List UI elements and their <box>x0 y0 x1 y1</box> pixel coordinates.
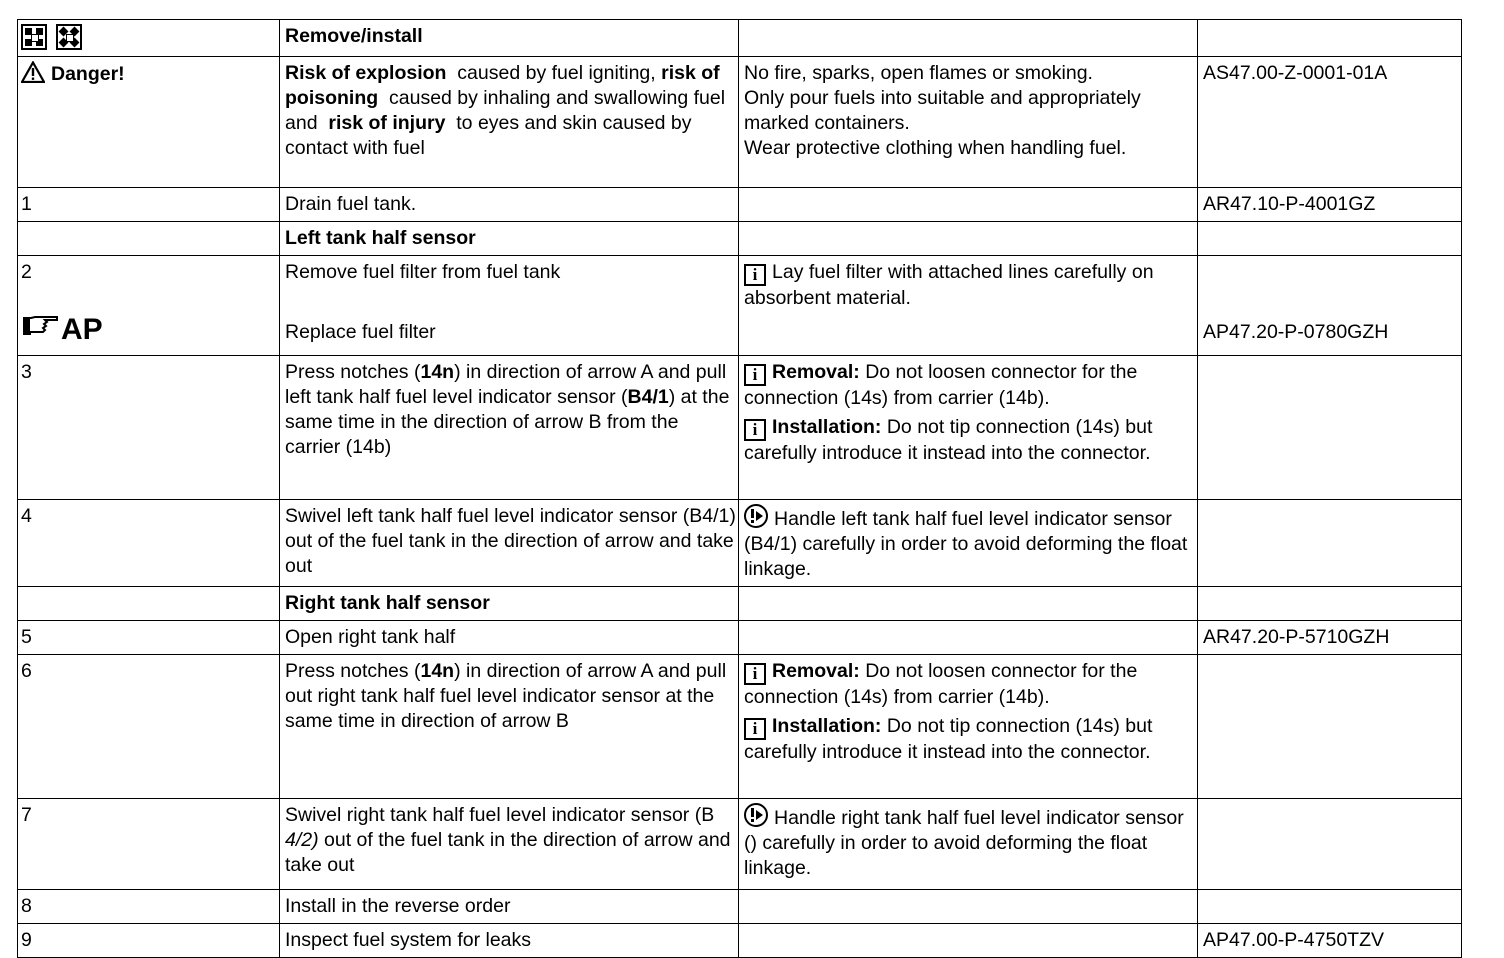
remove-icon <box>21 24 47 50</box>
step-ref: AP47.00-P-4750TZV <box>1198 924 1462 958</box>
step-ref: AP47.20-P-0780GZH <box>1203 321 1389 343</box>
step-text: Press notches (14n) in direction of arrow A and pull out right tank half fuel level indicator sensor at the same time in direction of arrow B <box>280 655 739 799</box>
danger-ref: AS47.00-Z-0001-01A <box>1198 57 1462 188</box>
table-row <box>18 655 1462 799</box>
step-text: Drain fuel tank. <box>280 188 739 222</box>
table-row <box>18 500 1462 587</box>
step-number: 8 <box>18 890 280 924</box>
danger-label: Danger! <box>51 63 125 85</box>
step-ref-cell <box>1198 256 1462 356</box>
section-title: Right tank half sensor <box>280 587 739 621</box>
info-icon: i <box>744 419 766 441</box>
caution-icon <box>744 803 768 827</box>
section-title: Left tank half sensor <box>280 222 739 256</box>
step-text: Swivel right tank half fuel level indicator sensor (B 4/2) out of the fuel tank in the direction of arrow and take out <box>280 799 739 890</box>
step-text: Install in the reverse order <box>280 890 739 924</box>
pointing-hand-icon <box>21 314 59 345</box>
step-number: 9 <box>18 924 280 958</box>
step-number: 5 <box>18 621 280 655</box>
table-row <box>18 20 1462 57</box>
step-number: 7 <box>18 799 280 890</box>
table-row <box>18 621 1462 655</box>
install-icon <box>56 24 82 50</box>
table-row <box>18 188 1462 222</box>
ap-label: AP <box>61 313 103 346</box>
table-row <box>18 799 1462 890</box>
table-row <box>18 222 1462 256</box>
step-text: Swivel left tank half fuel level indicator sensor (B4/1) out of the fuel tank in the direction of arrow and take out <box>280 500 739 587</box>
table-row <box>18 890 1462 924</box>
step-note: i Lay fuel filter with attached lines carefully on absorbent material. <box>739 256 1198 356</box>
step-text: Remove fuel filter from fuel tank <box>285 261 561 283</box>
info-icon: i <box>744 663 766 685</box>
ap-marker <box>21 314 279 345</box>
warning-triangle-icon <box>21 61 45 90</box>
step-text-cell <box>280 256 739 356</box>
step-ref: AR47.10-P-4001GZ <box>1198 188 1462 222</box>
caution-icon <box>744 504 768 528</box>
step-number: 1 <box>18 188 280 222</box>
step-number: 3 <box>18 356 280 500</box>
danger-risks: Risk of explosion caused by fuel igniting, risk of poisoning caused by inhaling and swallowing fuel and risk of injury to eyes and skin caused by contact with fuel <box>280 57 739 188</box>
table-row <box>18 57 1462 188</box>
header-title: Remove/install <box>280 20 739 57</box>
step-note: i Removal: Do not loosen connector for the connection (14s) from carrier (14b). i Installation: Do not tip connection (14s) but carefully introduce it instead into the connector. <box>739 356 1198 500</box>
step-text: Press notches (14n) in direction of arrow A and pull left tank half fuel level indicator sensor (B4/1) at the same time in the direction of arrow B from the carrier (14b) <box>280 356 739 500</box>
table-row <box>18 356 1462 500</box>
danger-notes: No fire, sparks, open flames or smoking. Only pour fuels into suitable and appropriately marked containers. Wear protective clothing when handling fuel. <box>739 57 1198 188</box>
procedure-table <box>17 19 1462 958</box>
info-icon: i <box>744 718 766 740</box>
step-text: Open right tank half <box>280 621 739 655</box>
step-text: Inspect fuel system for leaks <box>280 924 739 958</box>
mode-icons-cell <box>18 20 280 57</box>
table-row <box>18 587 1462 621</box>
step-number-cell <box>18 256 280 356</box>
table-row <box>18 256 1462 356</box>
info-icon: i <box>744 364 766 386</box>
step-ref: AR47.20-P-5710GZH <box>1198 621 1462 655</box>
step-number: 4 <box>18 500 280 587</box>
info-icon: i <box>744 264 766 286</box>
step-note: Handle right tank half fuel level indicator sensor () carefully in order to avoid deforming the float linkage. <box>739 799 1198 890</box>
table-row <box>18 924 1462 958</box>
step-number: 2 <box>21 261 32 283</box>
step-note: Handle left tank half fuel level indicator sensor (B4/1) carefully in order to avoid deforming the float linkage. <box>739 500 1198 587</box>
danger-cell <box>18 57 280 188</box>
ap-text: Replace fuel filter <box>285 321 436 343</box>
step-note: i Removal: Do not loosen connector for the connection (14s) from carrier (14b). i Installation: Do not tip connection (14s) but carefully introduce it instead into the connector. <box>739 655 1198 799</box>
step-number: 6 <box>18 655 280 799</box>
